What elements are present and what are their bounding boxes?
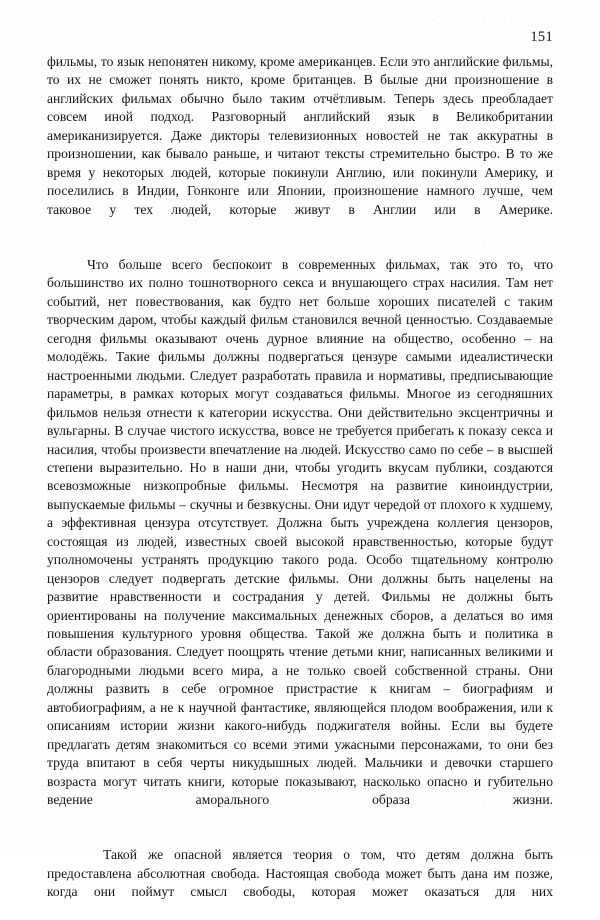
paragraph: фильмы, то язык непонятен никому, кроме американцев. Если это английские фильмы, то их не сможет понять никто, кроме британцев. В былые дни произношение в английских фильмах обычно было таким отчётливым. Теперь здесь преобладает совсем иной подход. Разговорный английский язык в Великобритании американизируется. Даже дикторы телевизионных новостей не так аккуратны в произношении, как бывало раньше, и читают тексты стремительно быстро. В то же время у некоторых людей, которые покинули Англию, или покинули Америку, и поселились в Индии, Гонконге или Японии, произношение намного лучше, чем таковое у тех людей, которые живут в Англии или в Америке. (47, 54, 553, 217)
paragraph: Что больше всего беспокоит в современных фильмах, так это то, что большинство их полно тошнотворного секса и внушающего страх насилия. Там нет событий, нет повествования, как будто нет больше хороших писателей с таким творческим даром, чтобы каждый фильм становился вечной ценностью. Создаваемые сегодня фильмы оказывают очень дурное влияние на общество, особенно – на молодёжь. Такие фильмы должны подвергаться цензуре самыми идеалистически настроенными людьми. Следует разработать правила и нормативы, предписывающие параметры, в рамках которых могут создаваться фильмы. Многое из сегодняшних фильмов нельзя отнести к категории искусства. Они действительно эксцентричны и вульгарны. В случае чистого искусства, вовсе не требуется прибегать к показу секса и насилия, чтобы произвести впечатление на людей. Искусство само по себе – в высшей степени выразительно. Но в наши дни, чтобы угодить вкусам публики, создаются всевозможные низкопробные фильмы. Несмотря на развитие киноиндустрии, выпускаемые фильмы – скучны и безвкусны. Они идут чередой от плохого к худшему, а эффективная цензура отсутствует. Должна быть учреждена коллегия цензоров, состоящая из людей, известных своей высокой нравственностью, которые будут уполномочены устранять продукцию такого рода. Особо тщательному контролю цензоров следует подвергать детские фильмы. Они должны быть нацелены на развитие нравственности и сострадания у детей. Фильмы не должны быть ориентированы на получение максимальных денежных сборов, а делаться во имя повышения культурного уровня общества. Такой же должна быть и политика в области образования. Следует поощрять чтение детьми книг, написанных великими и благородными людьми всего мира, а не только своей собственной страны. Они должны развить в себе огромное пристрастие к книгам – биографиям и автобиографиям, а не к научной фантастике, являющейся плодом воображения, или к описаниям истории жизни какого-нибудь поджигателя войны. Если вы будете предлагать детям знакомиться со всеми этими ужасными персонажами, то они без труда впитают в себя черты никудышных людей. Мальчики и девочки старшего возраста могут читать книги, которые показывают, насколько опасно и губительно ведение аморального образа жизни. (47, 256, 553, 808)
paragraph: Такой же опасной является теория о том, что детям должна быть предоставлена абсолютная свобода. Настоящая свобода может быть дана им позже, когда они поймут смысл свободы, которая может оказаться для них (47, 847, 553, 900)
page-number: 151 (530, 29, 553, 45)
page-body-text (47, 53, 553, 920)
